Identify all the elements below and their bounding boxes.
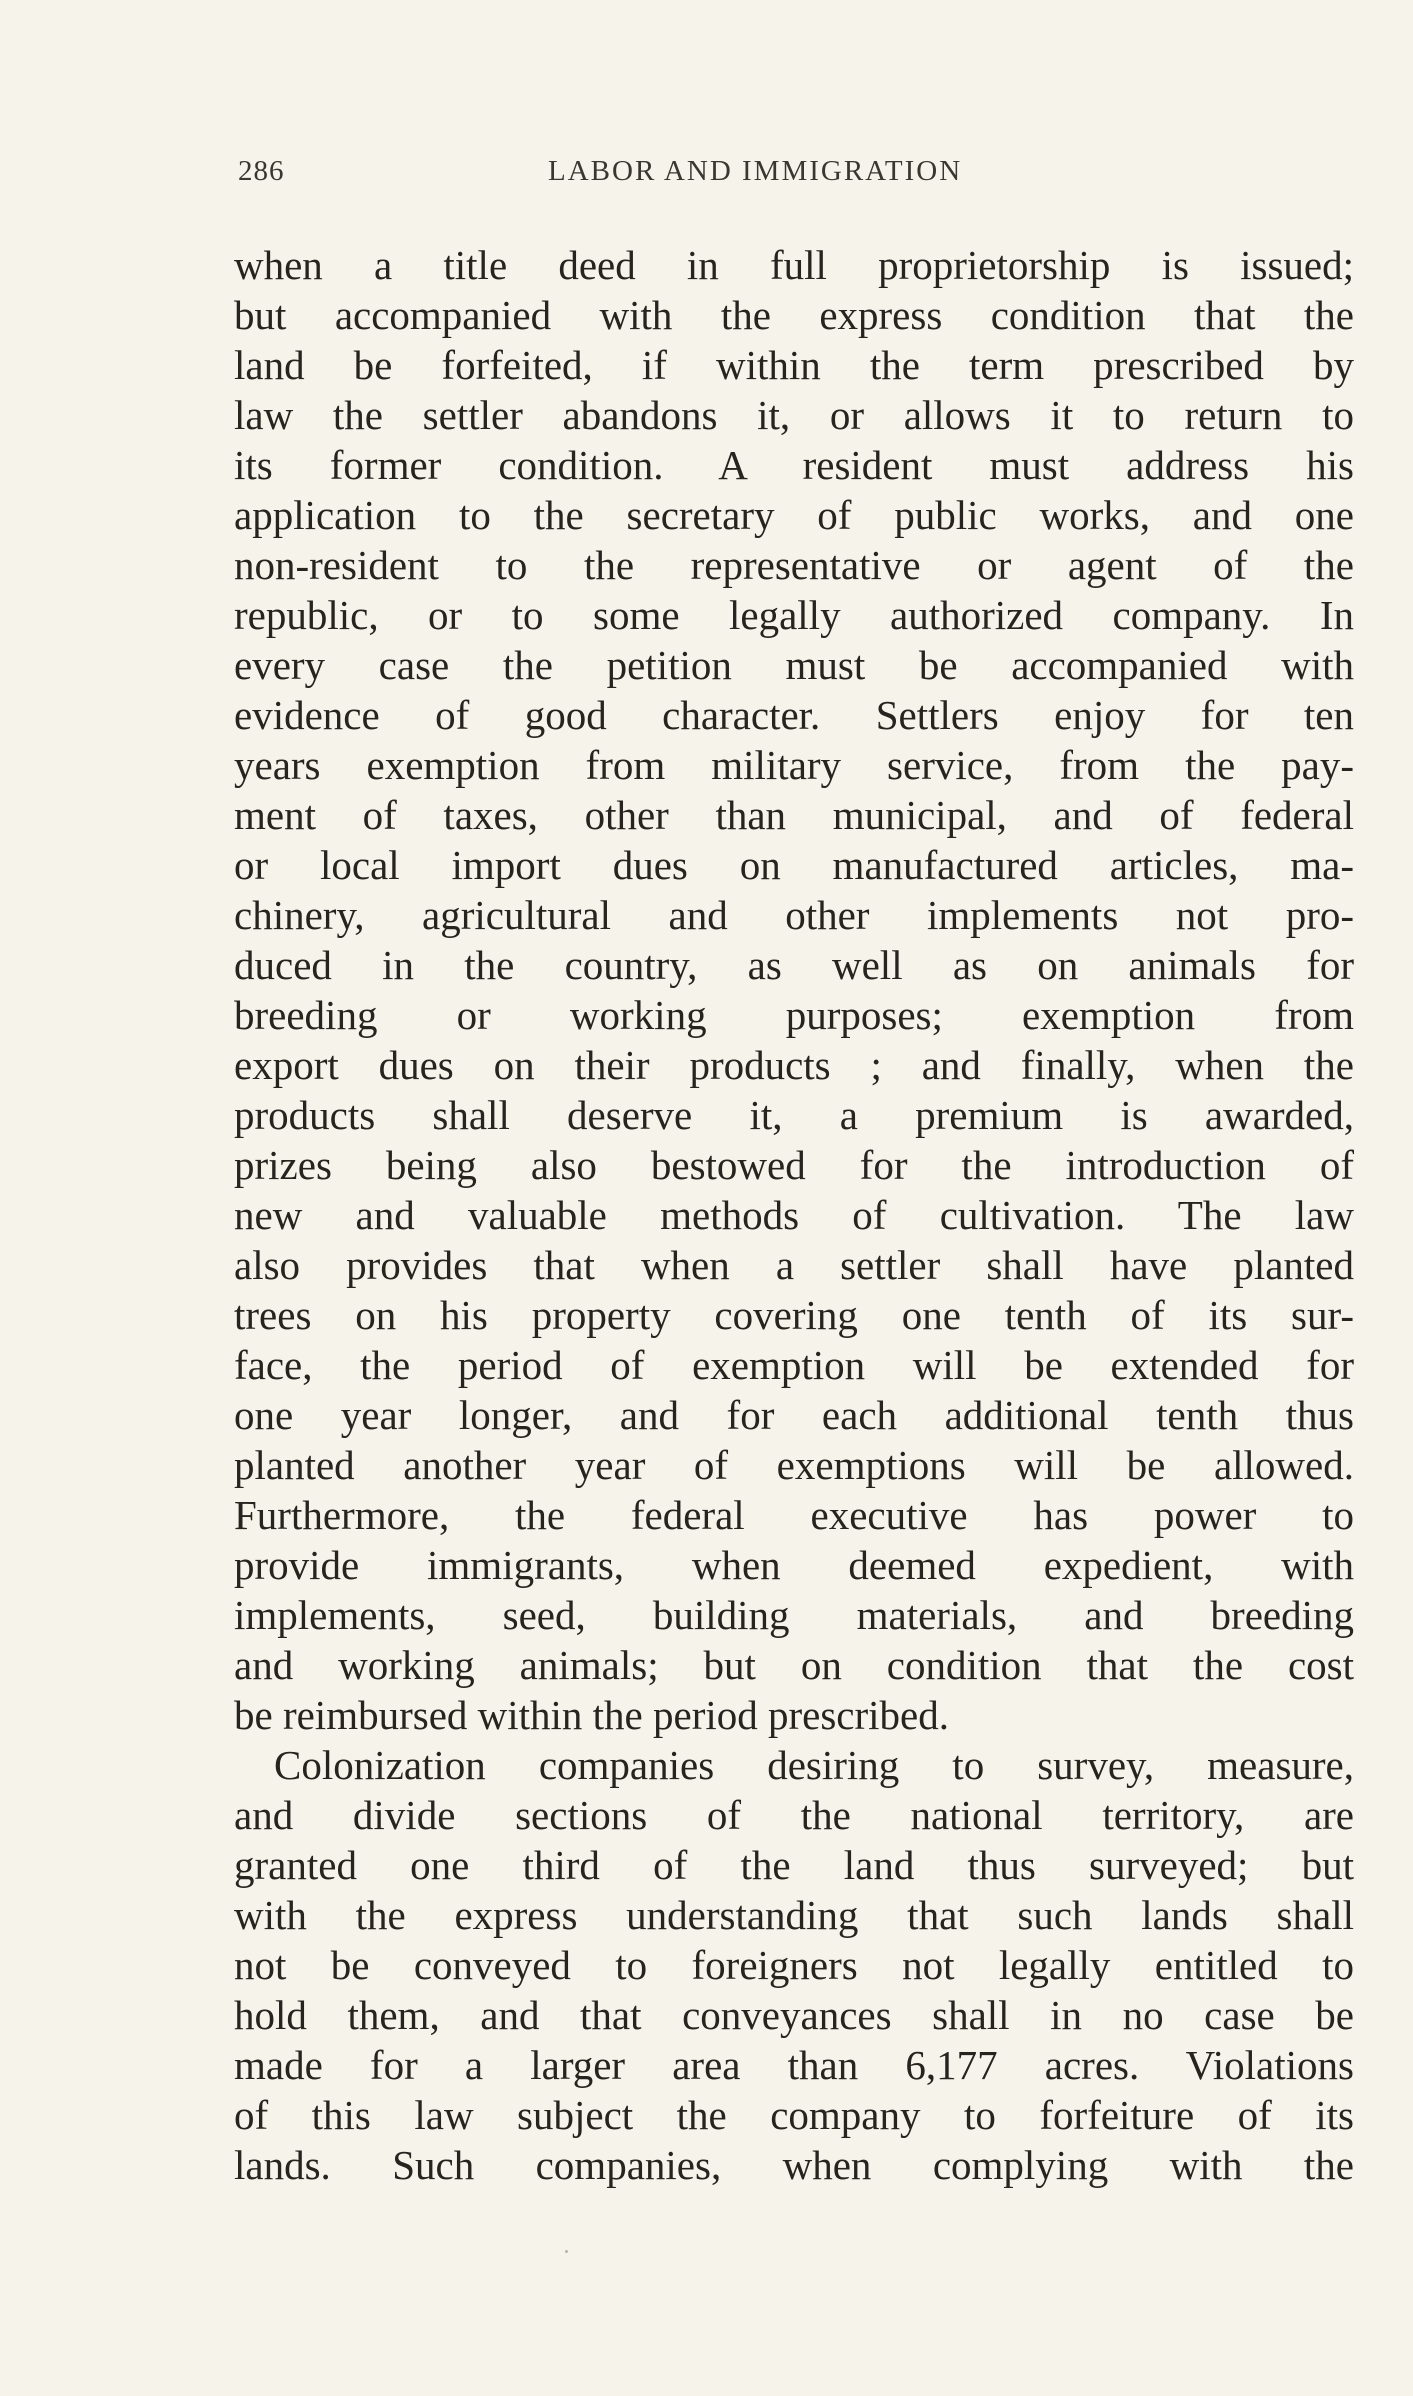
text-line: law the settler abandons it, or allows it to return to [234, 392, 1354, 438]
text-line: application to the secretary of public works, and one [234, 492, 1354, 538]
paragraph-end-line: be reimbursed within the period prescribed. [234, 1692, 949, 1738]
text-line: years exemption from military service, from the pay- [234, 742, 1354, 788]
paragraph-start-line: Colonization companies desiring to survey, measure, [274, 1742, 1354, 1788]
text-line: Furthermore, the federal executive has power to [234, 1492, 1354, 1538]
text-line: implements, seed, building materials, and breeding [234, 1592, 1354, 1638]
text-line: planted another year of exemptions will be allowed. [234, 1442, 1354, 1488]
text-line: non-resident to the representative or agent of the [234, 542, 1354, 588]
page-header [238, 155, 1353, 197]
text-line: face, the period of exemption will be extended for [234, 1342, 1354, 1388]
text-line: products shall deserve it, a premium is awarded, [234, 1092, 1354, 1138]
text-line: chinery, agricultural and other implements not pro- [234, 892, 1354, 938]
text-line: its former condition. A resident must address his [234, 442, 1354, 488]
text-line: one year longer, and for each additional tenth thus [234, 1392, 1354, 1438]
paper-speck [565, 2250, 568, 2253]
text-line: made for a larger area than 6,177 acres. Violations [234, 2042, 1354, 2088]
text-line: when a title deed in full proprietorship is issued; [234, 242, 1354, 288]
text-line: also provides that when a settler shall have planted [234, 1242, 1354, 1288]
text-line: every case the petition must be accompanied with [234, 642, 1354, 688]
text-line: trees on his property covering one tenth of its sur- [234, 1292, 1354, 1338]
text-line: breeding or working purposes; exemption from [234, 992, 1354, 1038]
text-line: or local import dues on manufactured articles, ma- [234, 842, 1354, 888]
text-line: evidence of good character. Settlers enjoy for ten [234, 692, 1354, 738]
text-line: granted one third of the land thus surveyed; but [234, 1842, 1354, 1888]
text-line: land be forfeited, if within the term prescribed by [234, 342, 1354, 388]
text-line: ment of taxes, other than municipal, and of federal [234, 792, 1354, 838]
text-line: and working animals; but on condition that the cost [234, 1642, 1354, 1688]
text-line: lands. Such companies, when complying with the [234, 2142, 1354, 2188]
running-head: LABOR AND IMMIGRATION [548, 155, 963, 187]
text-line: with the express understanding that such lands shall [234, 1892, 1354, 1938]
text-line: and divide sections of the national territory, are [234, 1792, 1354, 1838]
text-line: of this law subject the company to forfeiture of its [234, 2092, 1354, 2138]
text-line: new and valuable methods of cultivation. The law [234, 1192, 1354, 1238]
text-line: duced in the country, as well as on animals for [234, 942, 1354, 988]
text-line: prizes being also bestowed for the introduction of [234, 1142, 1354, 1188]
text-line: but accompanied with the express condition that the [234, 292, 1354, 338]
text-line: provide immigrants, when deemed expedient, with [234, 1542, 1354, 1588]
page-number: 286 [238, 155, 285, 187]
text-line: not be conveyed to foreigners not legally entitled to [234, 1942, 1354, 1988]
text-line: export dues on their products ; and finally, when the [234, 1042, 1354, 1088]
text-line: republic, or to some legally authorized company. In [234, 592, 1354, 638]
body-text [234, 240, 1354, 2190]
text-line: hold them, and that conveyances shall in no case be [234, 1992, 1354, 2038]
